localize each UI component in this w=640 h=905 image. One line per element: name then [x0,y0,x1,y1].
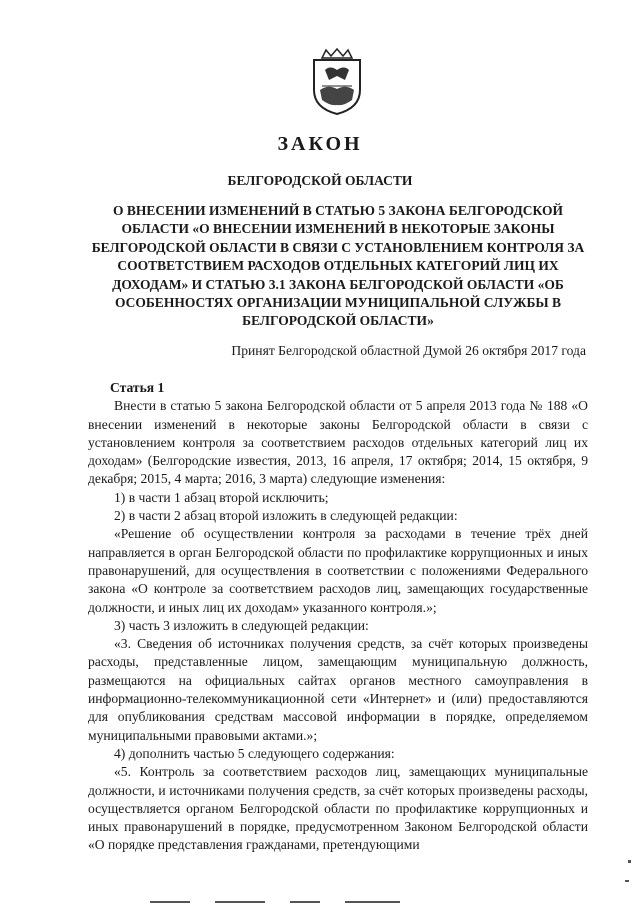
paragraph: 2) в части 2 абзац второй изложить в следующей редакции: [114,508,458,524]
adoption-note: Принят Белгородской областной Думой 26 октября 2017 года [231,343,586,358]
paragraph: 1) в части 1 абзац второй исключить; [114,489,329,505]
scan-artifact [290,901,320,903]
scan-artifact [628,860,631,863]
article-heading: Статья 1 [110,380,165,395]
document-title: ЗАКОН [277,133,363,155]
paragraph: «5. Контроль за соответствием расходов лиц, замещающих муниципальные должности, и источниками получения средств, за счёт которых произведены расходы, осуществляется органом Белгородской области по профилактике коррупционных и иных правонарушений в порядке, предусмотренном Законом Белгородской области «О порядке представления гражданами, претендующими [88,764,588,853]
paragraph: 4) дополнить частью 5 следующего содержания: [114,745,395,761]
document-subject: О ВНЕСЕНИИ ИЗМЕНЕНИЙ В СТАТЬЮ 5 ЗАКОНА БЕЛГОРОДСКОЙ ОБЛАСТИ «О ВНЕСЕНИИ ИЗМЕНЕНИЙ В НЕКОТОРЫЕ ЗАКОНЫ БЕЛГОРОДСКОЙ ОБЛАСТИ В СВЯЗИ С УСТАНОВЛЕНИЕМ КОНТРОЛЯ ЗА СООТВЕТСТВИЕМ РАСХОДОВ ОТДЕЛЬНЫХ КАТЕГОРИЙ ЛИЦ ИХ ДОХОДАМ» И СТАТЬЮ 3.1 ЗАКОНА БЕЛГОРОДСКОЙ ОБЛАСТИ «ОБ ОСОБЕННОСТЯХ ОРГАНИЗАЦИИ МУНИЦИПАЛЬНОЙ СЛУЖБЫ В БЕЛГОРОДСКОЙ ОБЛАСТИ» [91,203,585,329]
paragraph: «Решение об осуществлении контроля за расходами в течение трёх дней направляется в орган Белгородской области по профилактике коррупционных и иных правонарушений, для осуществления в соответствии с положениями Федерального закона «О контроле за соответствием расходов лиц, замещающих государственные должности, и иных лиц их доходам» указанного контроля.»; [88,526,588,615]
paragraph: «3. Сведения об источниках получения средств, за счёт которых произведены расходы, представленные лицом, замещающим муниципальную должность, размещаются на официальных сайтах органов местного самоуправления в информационно-телекоммуникационной сети «Интернет» и (или) предоставляются для опубликования средствам массовой информации в порядке, определяемом муниципальными правовыми актами.»; [88,636,588,743]
document-region: БЕЛГОРОДСКОЙ ОБЛАСТИ [227,173,413,188]
scan-artifact [215,901,265,903]
paragraph: Внести в статью 5 закона Белгородской области от 5 апреля 2013 года № 188 «О внесении изменений в некоторые законы Белгородской области в связи с установлением контроля за соответствием расходов отдельных категорий лиц их доходам» (Белгородские известия, 2013, 16 апреля, 17 октября; 2014, 15 октября, 9 декабря; 2015, 4 марта; 2016, 3 марта) следующие изменения: [88,398,588,487]
document-body [88,379,588,855]
coat-of-arms-icon [308,48,366,116]
scan-artifact [150,901,190,903]
scan-artifact [625,880,629,882]
paragraph: 3) часть 3 изложить в следующей редакции: [114,617,369,633]
scan-artifact [345,901,400,903]
